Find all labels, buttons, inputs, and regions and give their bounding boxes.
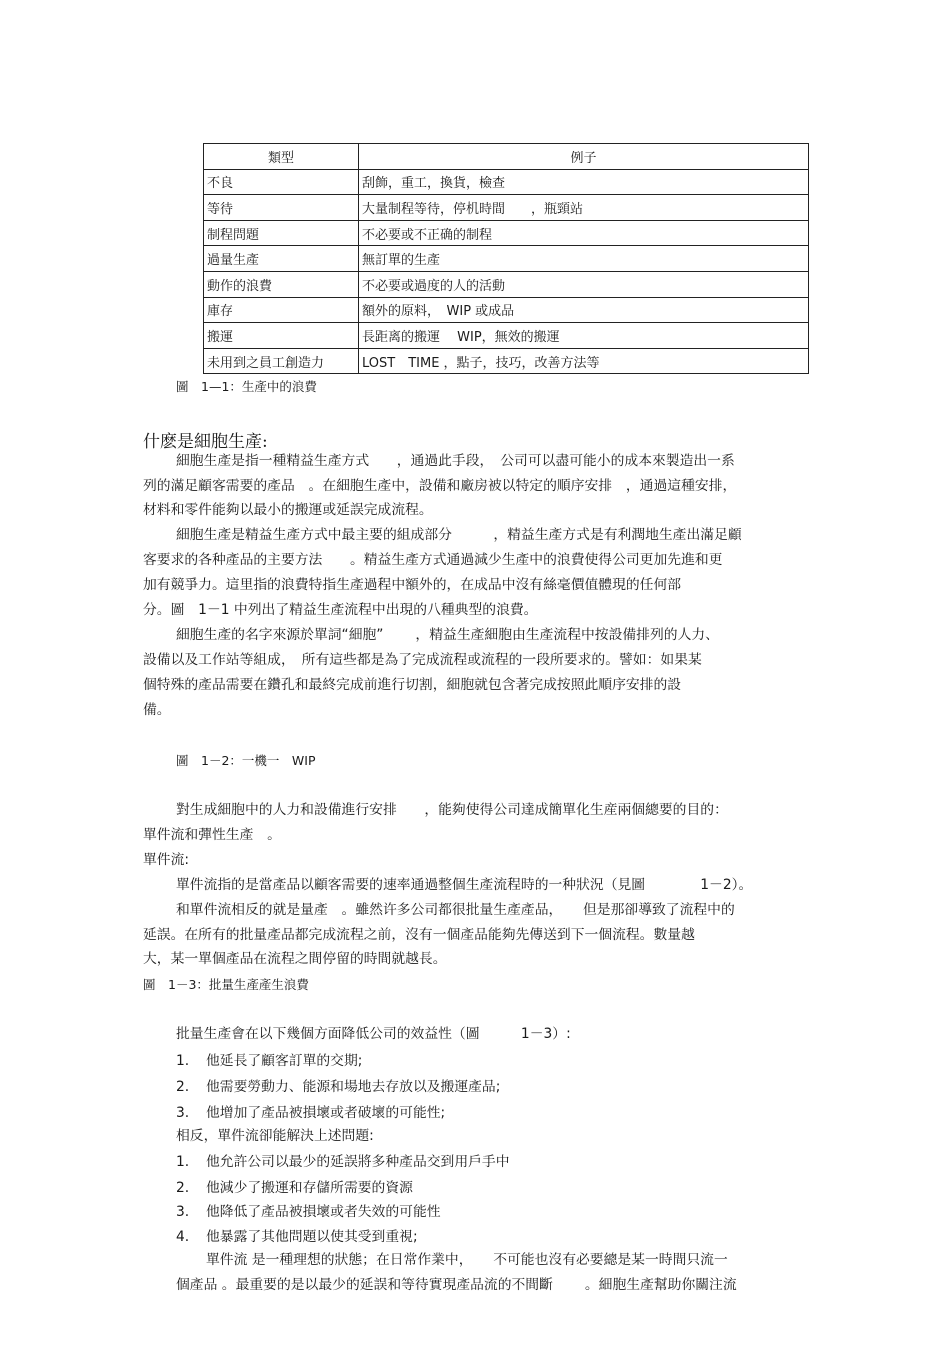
table-cell-type: 過量生產 <box>204 246 359 272</box>
table-header-row <box>204 144 809 170</box>
table-row <box>204 246 809 272</box>
table-cell-example: LOST TIME ，點子，技巧，改善方法等 <box>359 348 809 374</box>
paragraph-line: 個產品 。最重要的是以最少的延誤和等待實現產品流的不間斷 。細胞生產幫助你關注流 <box>176 1277 737 1293</box>
table-row <box>204 323 809 349</box>
list-item <box>176 1104 445 1122</box>
table-row <box>204 195 809 221</box>
paragraph-line: 單件流指的是當產品以顧客需要的速率通過整個生產流程時的一种狀況（見圖 1－2）。 <box>176 877 753 893</box>
table-cell-example: 無訂單的生產 <box>359 246 809 272</box>
list-text: 他暴露了其他問題以使其受到重視; <box>206 1229 418 1245</box>
table-row <box>204 348 809 374</box>
table-cell-type: 未用到之員工創造力 <box>204 348 359 374</box>
subheading-single-piece-flow: 單件流: <box>143 852 190 868</box>
list-text: 他降低了產品被損壞或者失效的可能性 <box>206 1204 441 1220</box>
list-number: 4. <box>176 1229 190 1245</box>
paragraph-line: 客要求的各种產品的主要方法 。精益生產方式通過減少生產中的浪費使得公司更加先進和更 <box>143 552 723 568</box>
table-cell-type: 庫存 <box>204 297 359 323</box>
figure-caption-1-2: 圖 1－2：一機一 WIP <box>176 753 316 768</box>
table-header-type: 類型 <box>204 144 359 170</box>
paragraph-line: 和單件流相反的就是量產 。雖然许多公司都很批量生產產品， 但是那卻導致了流程中的 <box>176 902 735 918</box>
list-number: 1. <box>176 1154 190 1170</box>
list-text: 他需要勞動力、能源和場地去存放以及搬運產品; <box>206 1079 501 1095</box>
list-item <box>176 1153 510 1171</box>
list-number: 3. <box>176 1204 190 1220</box>
table-cell-type: 搬運 <box>204 323 359 349</box>
list-text: 他延長了顧客訂單的交期; <box>206 1053 363 1069</box>
paragraph-line: 細胞生產是精益生產方式中最主要的組成部分 ，精益生產方式是有利潤地生產出滿足顧 <box>176 527 742 543</box>
table-row <box>204 271 809 297</box>
table-row <box>204 220 809 246</box>
list-item <box>176 1228 418 1246</box>
paragraph-line: 單件流和彈性生產 。 <box>143 827 281 843</box>
section-heading: 什麽是細胞生產: <box>143 432 268 452</box>
paragraph-line: 延誤。在所有的批量產品都完成流程之前，沒有一個產品能夠先傳送到下一個流程。數量越 <box>143 927 695 943</box>
list-number: 2. <box>176 1180 190 1196</box>
paragraph-line: 對生成細胞中的人力和設備進行安排 ，能夠使得公司達成簡單化生産兩個總要的目的： <box>176 802 728 818</box>
list-item <box>176 1203 441 1221</box>
table-cell-example: 大量制程等待，停机時間 ，瓶頸站 <box>359 195 809 221</box>
table-row <box>204 169 809 195</box>
table-cell-type: 動作的浪費 <box>204 271 359 297</box>
list-text: 他增加了產品被損壞或者破壞的可能性; <box>206 1105 446 1121</box>
figure-caption-1-3: 圖 1－3：批量生產產生浪費 <box>143 977 309 992</box>
table-cell-type: 制程問題 <box>204 220 359 246</box>
paragraph-line: 加有競爭力。這里指的浪費特指生產過程中額外的，在成品中沒有絲毫價值體現的任何部 <box>143 577 682 593</box>
list-number: 3. <box>176 1105 190 1121</box>
paragraph-line: 分。圖 1－1 中列出了精益生產流程中出現的八種典型的浪費。 <box>143 602 538 618</box>
table-cell-example: 不必要或過度的人的活動 <box>359 271 809 297</box>
list-number: 1. <box>176 1053 190 1069</box>
paragraph-line: 細胞生產是指一種精益生產方式 ，通過此手段， 公司可以盡可能小的成本來製造出一系 <box>176 453 735 469</box>
paragraph-line: 單件流 是一種理想的狀態；在日常作業中， 不可能也沒有必要總是某一時間只流一 <box>206 1252 728 1268</box>
table-header-example: 例子 <box>359 144 809 170</box>
paragraph-line: 材料和零件能夠以最小的搬運或延誤完成流程。 <box>143 502 433 518</box>
paragraph-line: 批量生產會在以下幾個方面降低公司的效益性（圖 1－3）: <box>176 1026 571 1042</box>
list-item <box>176 1052 362 1070</box>
paragraph-line: 列的滿足顧客需要的產品 。在細胞生產中，設備和廠房被以特定的順序安排 ，通過這種安排， <box>143 478 737 494</box>
figure-caption-1-1: 圖 1—1：生產中的浪費 <box>176 379 317 394</box>
waste-types-table <box>203 143 809 374</box>
list-item <box>176 1179 413 1197</box>
list-text: 他減少了搬運和存儲所需要的資源 <box>206 1180 413 1196</box>
paragraph-line: 個特殊的產品需要在鑽孔和最終完成前進行切割，細胞就包含著完成按照此順序安排的設 <box>143 677 682 693</box>
paragraph-line: 大，某一單個產品在流程之間停留的時間就越長。 <box>143 951 447 967</box>
list-text: 他允許公司以最少的延誤將多种產品交到用戶手中 <box>206 1154 510 1170</box>
paragraph-line: 細胞生產的名字來源於單詞“細胞” ，精益生產細胞由生產流程中按設備排列的人力、 <box>176 627 719 643</box>
table-cell-type: 等待 <box>204 195 359 221</box>
paragraph-line: 備。 <box>143 702 171 718</box>
table-row <box>204 297 809 323</box>
table-cell-type: 不良 <box>204 169 359 195</box>
list-number: 2. <box>176 1079 190 1095</box>
list-item <box>176 1078 500 1096</box>
paragraph-line: 相反，單件流卻能解決上述問題: <box>176 1128 374 1144</box>
table-cell-example: 額外的原料， WIP 或成品 <box>359 297 809 323</box>
table-cell-example: 刮飾，重工，換貨，檢查 <box>359 169 809 195</box>
table-cell-example: 長距离的搬運 WIP，無效的搬運 <box>359 323 809 349</box>
paragraph-line: 設備以及工作站等組成， 所有這些都是為了完成流程或流程的一段所要求的。譬如：如果某 <box>143 652 702 668</box>
table-cell-example: 不必要或不正确的制程 <box>359 220 809 246</box>
